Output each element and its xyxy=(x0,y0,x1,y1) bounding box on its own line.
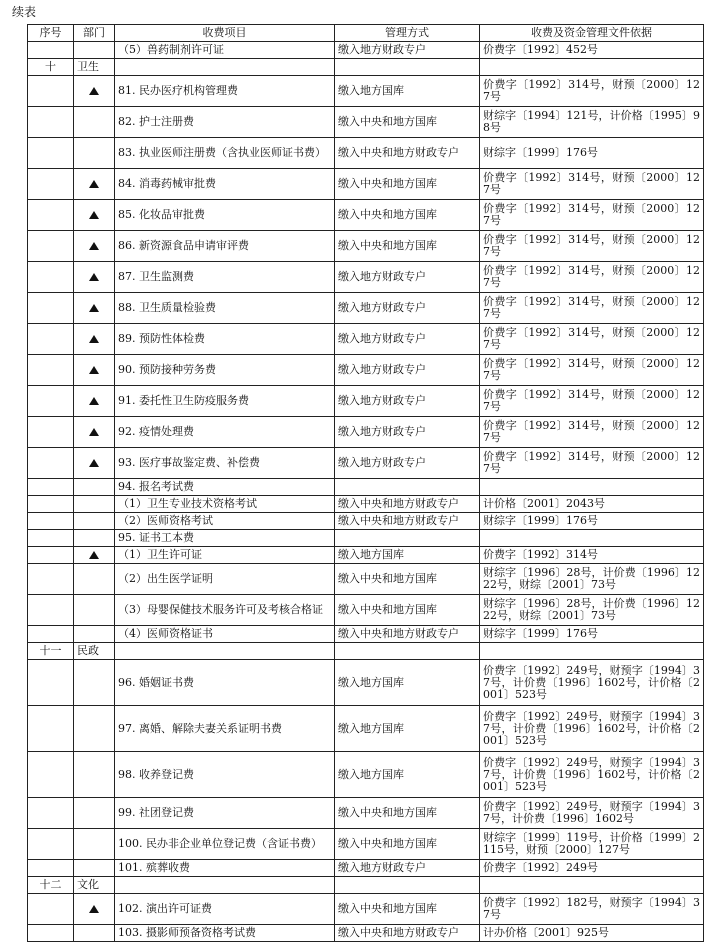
cell-basis: 价费字〔1992〕182号，财预字〔1994〕37号 xyxy=(480,894,704,925)
cell-dept xyxy=(74,626,115,643)
table-row xyxy=(28,860,704,877)
cell-seq xyxy=(28,752,74,798)
cell-seq xyxy=(28,169,74,200)
table-row xyxy=(28,231,704,262)
cell-method: 缴入地方国库 xyxy=(335,76,480,107)
cell-basis: 价费字〔1992〕314号，财预〔2000〕127号 xyxy=(480,200,704,231)
cell-dept xyxy=(74,660,115,706)
cell-method: 缴入地方财政专户 xyxy=(335,860,480,877)
triangle-marker-icon xyxy=(89,242,99,250)
cell-dept xyxy=(74,231,115,262)
triangle-marker-icon xyxy=(89,459,99,467)
cell-basis: 价费字〔1992〕249号 xyxy=(480,860,704,877)
cell-basis: 价费字〔1992〕249号，财预字〔1994〕37号，计价费〔1996〕1602号 xyxy=(480,798,704,829)
cell-item xyxy=(115,59,335,76)
cell-method: 缴入中央和地方财政专户 xyxy=(335,513,480,530)
cell-dept xyxy=(74,530,115,547)
cell-dept xyxy=(74,324,115,355)
cell-seq xyxy=(28,386,74,417)
cell-basis: 财综字〔1999〕176号 xyxy=(480,138,704,169)
triangle-marker-icon xyxy=(89,428,99,436)
cell-method: 缴入中央和地方国库 xyxy=(335,894,480,925)
cell-seq: 十 xyxy=(28,59,74,76)
cell-seq xyxy=(28,530,74,547)
header-method: 管理方式 xyxy=(335,25,480,42)
cell-basis: 价费字〔1992〕249号，财预字〔1994〕37号，计价费〔1996〕1602号，计价格〔2001〕523号 xyxy=(480,752,704,798)
cell-item: （2）医师资格考试 xyxy=(115,513,335,530)
cell-dept xyxy=(74,752,115,798)
cell-item xyxy=(115,877,335,894)
cell-basis: 价费字〔1992〕314号，财预〔2000〕127号 xyxy=(480,386,704,417)
cell-basis: 价费字〔1992〕314号，财预〔2000〕127号 xyxy=(480,262,704,293)
cell-method: 缴入地方国库 xyxy=(335,547,480,564)
cell-basis: 价费字〔1992〕314号，财预〔2000〕127号 xyxy=(480,76,704,107)
triangle-marker-icon xyxy=(89,905,99,913)
triangle-marker-icon xyxy=(89,180,99,188)
cell-dept xyxy=(74,107,115,138)
cell-dept xyxy=(74,547,115,564)
cell-item: 84. 消毒药械审批费 xyxy=(115,169,335,200)
cell-dept xyxy=(74,262,115,293)
cell-dept xyxy=(74,200,115,231)
cell-basis: 价费字〔1992〕452号 xyxy=(480,42,704,59)
cell-seq xyxy=(28,107,74,138)
table-body xyxy=(28,42,704,942)
table-row xyxy=(28,643,704,660)
triangle-marker-icon xyxy=(89,211,99,219)
cell-basis: 财综字〔1996〕28号，计价费〔1996〕1222号，财综〔2001〕73号 xyxy=(480,595,704,626)
cell-seq xyxy=(28,231,74,262)
triangle-marker-icon xyxy=(89,551,99,559)
table-row xyxy=(28,877,704,894)
table-row xyxy=(28,42,704,59)
cell-method: 缴入地方财政专户 xyxy=(335,417,480,448)
cell-seq xyxy=(28,706,74,752)
table-row xyxy=(28,138,704,169)
cell-seq xyxy=(28,293,74,324)
triangle-marker-icon xyxy=(89,304,99,312)
cell-basis: 计办价格〔2001〕925号 xyxy=(480,925,704,942)
header-seq: 序号 xyxy=(28,25,74,42)
cell-method: 缴入中央和地方国库 xyxy=(335,107,480,138)
triangle-marker-icon xyxy=(89,397,99,405)
cell-dept xyxy=(74,355,115,386)
table-row xyxy=(28,293,704,324)
cell-seq xyxy=(28,324,74,355)
cell-seq xyxy=(28,42,74,59)
cell-seq xyxy=(28,138,74,169)
cell-item: 87. 卫生监测费 xyxy=(115,262,335,293)
cell-dept xyxy=(74,925,115,942)
cell-method: 缴入中央和地方财政专户 xyxy=(335,925,480,942)
cell-method xyxy=(335,877,480,894)
cell-basis: 价费字〔1992〕314号，财预〔2000〕127号 xyxy=(480,231,704,262)
cell-seq xyxy=(28,547,74,564)
cell-seq xyxy=(28,417,74,448)
cell-seq xyxy=(28,513,74,530)
cell-method: 缴入中央和地方财政专户 xyxy=(335,626,480,643)
table-row xyxy=(28,547,704,564)
cell-method: 缴入中央和地方国库 xyxy=(335,829,480,860)
cell-item: 90. 预防接种劳务费 xyxy=(115,355,335,386)
cell-basis: 价费字〔1992〕249号，财预字〔1994〕37号，计价费〔1996〕1602号，计价格〔2001〕523号 xyxy=(480,706,704,752)
cell-seq: 十一 xyxy=(28,643,74,660)
cell-item: 103. 摄影师预备资格考试费 xyxy=(115,925,335,942)
cell-dept xyxy=(74,138,115,169)
cell-basis: 价费字〔1992〕314号，财预〔2000〕127号 xyxy=(480,293,704,324)
cell-method: 缴入中央和地方财政专户 xyxy=(335,138,480,169)
cell-basis xyxy=(480,530,704,547)
table-row xyxy=(28,513,704,530)
cell-basis: 价费字〔1992〕314号，财预〔2000〕127号 xyxy=(480,448,704,479)
cell-item: 101. 殡葬收费 xyxy=(115,860,335,877)
cell-dept xyxy=(74,169,115,200)
cell-basis: 财综字〔1996〕28号，计价费〔1996〕1222号，财综〔2001〕73号 xyxy=(480,564,704,595)
cell-basis: 价费字〔1992〕314号，财预〔2000〕127号 xyxy=(480,324,704,355)
cell-method: 缴入地方财政专户 xyxy=(335,42,480,59)
cell-dept xyxy=(74,293,115,324)
cell-item: 92. 疫情处理费 xyxy=(115,417,335,448)
table-row xyxy=(28,496,704,513)
cell-seq xyxy=(28,262,74,293)
cell-dept xyxy=(74,829,115,860)
cell-seq xyxy=(28,564,74,595)
header-basis: 收费及资金管理文件依据 xyxy=(480,25,704,42)
cell-basis: 价费字〔1992〕314号，财预〔2000〕127号 xyxy=(480,417,704,448)
cell-item: 88. 卫生质量检验费 xyxy=(115,293,335,324)
cell-method: 缴入地方财政专户 xyxy=(335,448,480,479)
table-row xyxy=(28,626,704,643)
header-row xyxy=(28,25,704,42)
cell-item: 97. 离婚、解除夫妻关系证明书费 xyxy=(115,706,335,752)
cell-item: 96. 婚姻证书费 xyxy=(115,660,335,706)
cell-basis: 财综字〔1999〕119号，计价格〔1999〕2115号，财预〔2000〕127号 xyxy=(480,829,704,860)
table-row xyxy=(28,76,704,107)
table-row xyxy=(28,894,704,925)
cell-dept xyxy=(74,417,115,448)
cell-basis xyxy=(480,877,704,894)
cell-seq xyxy=(28,925,74,942)
cell-item xyxy=(115,643,335,660)
cell-dept xyxy=(74,595,115,626)
cell-method xyxy=(335,479,480,496)
cell-item: 94. 报名考试费 xyxy=(115,479,335,496)
cell-item: （1）卫生许可证 xyxy=(115,547,335,564)
cell-method: 缴入地方财政专户 xyxy=(335,386,480,417)
cell-method xyxy=(335,530,480,547)
table-row xyxy=(28,107,704,138)
cell-dept xyxy=(74,42,115,59)
table-row xyxy=(28,169,704,200)
cell-method: 缴入中央和地方国库 xyxy=(335,564,480,595)
table-row xyxy=(28,595,704,626)
cell-seq xyxy=(28,595,74,626)
triangle-marker-icon xyxy=(89,366,99,374)
cell-method xyxy=(335,643,480,660)
table-row xyxy=(28,925,704,942)
cell-seq: 十二 xyxy=(28,877,74,894)
triangle-marker-icon xyxy=(89,335,99,343)
cell-basis: 计价格〔2001〕2043号 xyxy=(480,496,704,513)
cell-seq xyxy=(28,626,74,643)
cell-method: 缴入地方国库 xyxy=(335,752,480,798)
table-row xyxy=(28,564,704,595)
cell-item: 98. 收养登记费 xyxy=(115,752,335,798)
cell-method: 缴入中央和地方国库 xyxy=(335,200,480,231)
cell-dept xyxy=(74,564,115,595)
cell-basis: 价费字〔1992〕314号 xyxy=(480,547,704,564)
cell-method: 缴入中央和地方国库 xyxy=(335,231,480,262)
table-row xyxy=(28,752,704,798)
cell-seq xyxy=(28,200,74,231)
header-dept: 部门 xyxy=(74,25,115,42)
cell-dept xyxy=(74,448,115,479)
cell-basis: 财综字〔1994〕121号，计价格〔1995〕98号 xyxy=(480,107,704,138)
cell-item: （2）出生医学证明 xyxy=(115,564,335,595)
table-row xyxy=(28,798,704,829)
cell-dept xyxy=(74,894,115,925)
cell-basis xyxy=(480,643,704,660)
cell-method: 缴入地方财政专户 xyxy=(335,262,480,293)
table-row xyxy=(28,530,704,547)
cell-basis xyxy=(480,59,704,76)
cell-item: （1）卫生专业技术资格考试 xyxy=(115,496,335,513)
cell-dept xyxy=(74,386,115,417)
cell-basis: 财综字〔1999〕176号 xyxy=(480,626,704,643)
cell-dept xyxy=(74,479,115,496)
table-row xyxy=(28,324,704,355)
cell-item: 81. 民办医疗机构管理费 xyxy=(115,76,335,107)
cell-item: （3）母婴保健技术服务许可及考核合格证 xyxy=(115,595,335,626)
cell-item: 89. 预防性体检费 xyxy=(115,324,335,355)
cell-method: 缴入地方国库 xyxy=(335,706,480,752)
cell-basis: 财综字〔1999〕176号 xyxy=(480,513,704,530)
table-row xyxy=(28,660,704,706)
cell-dept: 民政 xyxy=(74,643,115,660)
cell-seq xyxy=(28,829,74,860)
cell-method: 缴入中央和地方国库 xyxy=(335,169,480,200)
cell-method: 缴入中央和地方国库 xyxy=(335,595,480,626)
cell-item: 83. 执业医师注册费（含执业医师证书费） xyxy=(115,138,335,169)
cell-basis xyxy=(480,479,704,496)
cell-item: 102. 演出许可证费 xyxy=(115,894,335,925)
cell-method: 缴入地方财政专户 xyxy=(335,324,480,355)
fee-table xyxy=(27,24,704,942)
table-row xyxy=(28,59,704,76)
cell-method: 缴入地方财政专户 xyxy=(335,293,480,324)
cell-basis: 价费字〔1992〕249号，财预字〔1994〕37号，计价费〔1996〕1602号，计价格〔2001〕523号 xyxy=(480,660,704,706)
cell-method: 缴入地方财政专户 xyxy=(335,355,480,386)
table-row xyxy=(28,386,704,417)
cell-seq xyxy=(28,660,74,706)
cell-method: 缴入中央和地方国库 xyxy=(335,798,480,829)
table-row xyxy=(28,200,704,231)
table-row xyxy=(28,706,704,752)
cell-method: 缴入地方国库 xyxy=(335,660,480,706)
cell-item: 100. 民办非企业单位登记费（含证书费） xyxy=(115,829,335,860)
cell-item: 93. 医疗事故鉴定费、补偿费 xyxy=(115,448,335,479)
header-item: 收费项目 xyxy=(115,25,335,42)
cell-dept xyxy=(74,860,115,877)
cell-seq xyxy=(28,355,74,386)
cell-dept xyxy=(74,496,115,513)
cell-item: 82. 护士注册费 xyxy=(115,107,335,138)
cell-dept xyxy=(74,706,115,752)
cell-dept xyxy=(74,76,115,107)
table-row xyxy=(28,417,704,448)
cell-seq xyxy=(28,894,74,925)
cell-seq xyxy=(28,798,74,829)
triangle-marker-icon xyxy=(89,273,99,281)
cell-seq xyxy=(28,860,74,877)
table-row xyxy=(28,355,704,386)
cell-item: 99. 社团登记费 xyxy=(115,798,335,829)
cell-item: （4）医师资格证书 xyxy=(115,626,335,643)
cell-dept xyxy=(74,513,115,530)
triangle-marker-icon xyxy=(89,87,99,95)
cell-dept xyxy=(74,798,115,829)
cell-item: 86. 新资源食品申请审评费 xyxy=(115,231,335,262)
cell-item: 95. 证书工本费 xyxy=(115,530,335,547)
cell-seq xyxy=(28,479,74,496)
cell-dept: 卫生 xyxy=(74,59,115,76)
cell-seq xyxy=(28,448,74,479)
table-row xyxy=(28,262,704,293)
table-row xyxy=(28,829,704,860)
cell-item: 85. 化妆品审批费 xyxy=(115,200,335,231)
table-row xyxy=(28,479,704,496)
table-caption: 续表 xyxy=(12,5,37,19)
cell-basis: 价费字〔1992〕314号，财预〔2000〕127号 xyxy=(480,169,704,200)
cell-method xyxy=(335,59,480,76)
cell-basis: 价费字〔1992〕314号，财预〔2000〕127号 xyxy=(480,355,704,386)
cell-item: （5）兽药制剂许可证 xyxy=(115,42,335,59)
cell-seq xyxy=(28,76,74,107)
table-row xyxy=(28,448,704,479)
cell-method: 缴入中央和地方财政专户 xyxy=(335,496,480,513)
cell-seq xyxy=(28,496,74,513)
cell-item: 91. 委托性卫生防疫服务费 xyxy=(115,386,335,417)
cell-dept: 文化 xyxy=(74,877,115,894)
